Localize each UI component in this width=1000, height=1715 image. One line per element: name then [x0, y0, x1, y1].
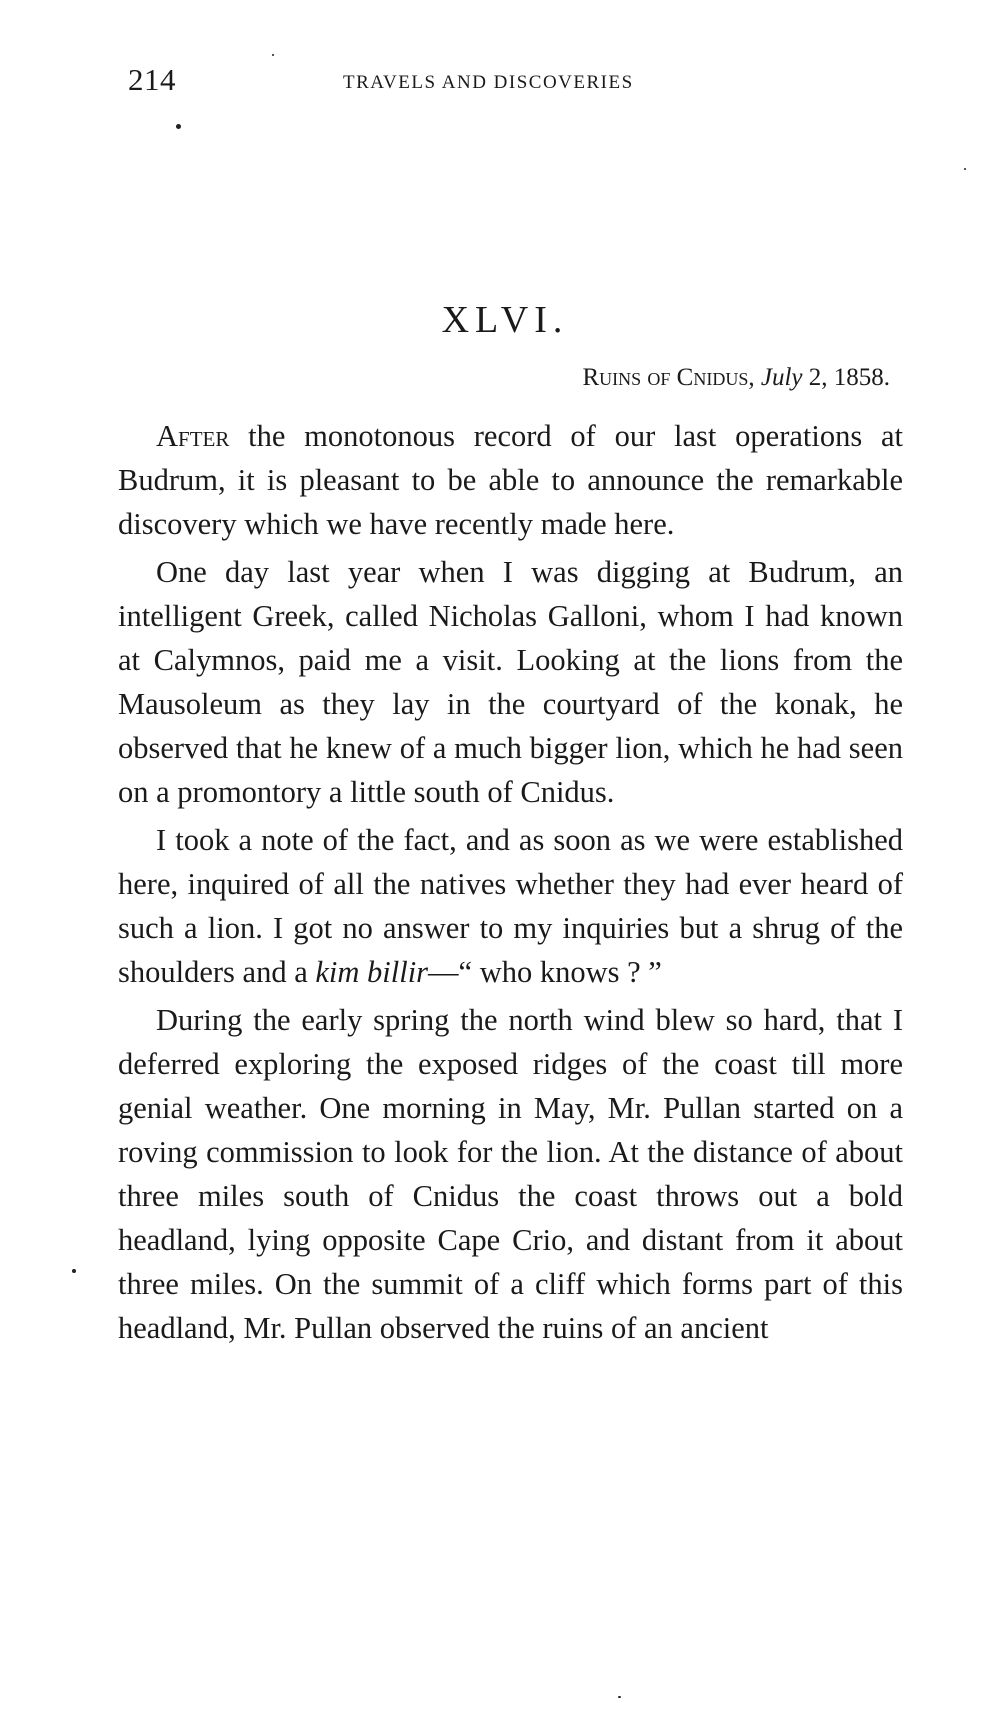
page-number: 214: [128, 62, 176, 97]
print-speck: [272, 54, 274, 56]
paragraph-3-text: I took a note of the fact, and as soon as we were established here, inquired of all the natives whether they had ever heard of such a lion. I got no answer to my inquiries but a shrug of the shoulders and a: [118, 823, 903, 989]
page-header: [128, 62, 708, 102]
print-speck: [964, 168, 966, 170]
dateline-month: July: [760, 364, 803, 391]
chapter-heading: XLVI.: [441, 299, 569, 341]
paragraph-4: During the early spring the north wind blew so hard, that I deferred exploring the exposed ridges of the coast till more genial weather. One morning in May, Mr. Pullan started on a roving commission to look for the lion. At the distance of about three miles south of Cnidus the coast throws out a bold headland, lying opposite Cape Crio, and distant from it about three miles. On the summit of a cliff which forms part of this headland, Mr. Pullan observed the ruins of an ancient: [118, 1003, 903, 1345]
print-speck: [72, 1269, 76, 1273]
print-speck: [176, 124, 181, 129]
print-speck: [618, 1696, 621, 1698]
paragraph-3-ending: —“ who knows ? ”: [428, 955, 662, 989]
paragraph-2: One day last year when I was digging at Budrum, an intelligent Greek, called Nicholas Galloni, whom I had known at Calymnos, paid me a visit. Looking at the lions from the Mausoleum as they lay in the courtyard of the konak, he observed that he knew of a much bigger lion, which he had seen on a promontory a little south of Cnidus.: [118, 555, 903, 809]
body-text: [118, 414, 903, 1354]
paragraph-1-opening-word: After: [156, 419, 230, 453]
paragraph-1: [118, 414, 903, 546]
dateline: [582, 364, 890, 392]
dateline-place: Ruins of Cnidus,: [582, 364, 755, 391]
paragraph-3: [118, 818, 903, 994]
running-head: TRAVELS AND DISCOVERIES: [343, 72, 634, 93]
paragraph-3-italic-phrase: kim billir: [315, 955, 429, 989]
dateline-date: 2, 1858.: [808, 364, 890, 391]
paragraph-1-text: the monotonous record of our last operations at Budrum, it is pleasant to be able to announce the remarkable discovery which we have recently made here.: [118, 419, 903, 541]
